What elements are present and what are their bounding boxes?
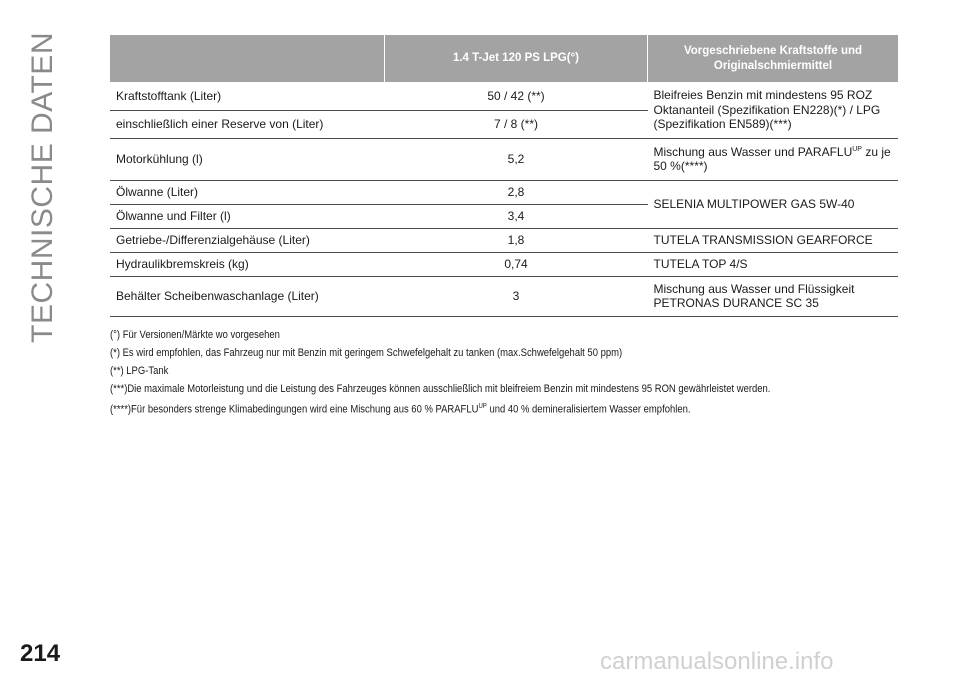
row-label: Ölwanne und Filter (l) — [110, 204, 385, 228]
row-label: Kraftstofftank (Liter) — [110, 82, 385, 110]
row-value: 5,2 — [385, 138, 648, 180]
table-header-row — [110, 35, 898, 82]
row-label: Hydraulikbremskreis (kg) — [110, 252, 385, 276]
row-value: 1,8 — [385, 228, 648, 252]
section-title: TECHNISCHE DATEN — [26, 32, 59, 343]
row-label: einschließlich einer Reserve von (Liter) — [110, 110, 385, 138]
fluid-line: Mischung aus Wasser und Flüssigkeit — [653, 281, 855, 296]
page-number: 214 — [20, 640, 61, 667]
row-fluid: Bleifreies Benzin mit mindestens 95 ROZ Oktananteil (Spezifikation EN228)(*) / LPG (Spezifikation EN589)(***) — [648, 82, 899, 138]
row-fluid: TUTELA TRANSMISSION GEARFORCE — [648, 228, 899, 252]
fluid-superscript: UP — [852, 145, 862, 153]
header-engine: 1.4 T-Jet 120 PS LPG(°) — [385, 35, 648, 82]
footnote-text-end: und 40 % demineralisiertem Wasser empfohlen. — [486, 403, 691, 416]
footnote-text: (****)Für besonders strenge Klimabedingungen wird eine Mischung aus 60 % PARAFLU — [110, 403, 479, 416]
footnote — [110, 398, 789, 419]
fluids-capacity-table — [110, 35, 898, 317]
row-value: 3,4 — [385, 204, 648, 228]
row-value: 3 — [385, 276, 648, 316]
table-row — [110, 228, 898, 252]
table-row — [110, 82, 898, 110]
footnote-superscript: UP — [478, 403, 487, 410]
row-fluid — [648, 138, 899, 180]
row-fluid — [648, 276, 899, 316]
row-label: Getriebe-/Differenzialgehäuse (Liter) — [110, 228, 385, 252]
table-row — [110, 138, 898, 180]
fluid-text-end: zu je 50 %(****) — [653, 144, 891, 173]
footnote: (°) Für Versionen/Märkte wo vorgesehen — [110, 329, 280, 341]
row-value: 7 / 8 (**) — [385, 110, 648, 138]
row-value: 2,8 — [385, 180, 648, 204]
table-row — [110, 276, 898, 316]
footnote: (**) LPG-Tank — [110, 365, 169, 377]
row-label: Ölwanne (Liter) — [110, 180, 385, 204]
row-fluid: TUTELA TOP 4/S — [648, 252, 899, 276]
fluid-text: Mischung aus Wasser und PARAFLU — [653, 144, 853, 159]
header-fluids: Vorgeschriebene Kraftstoffe und Originalschmiermittel — [648, 35, 899, 82]
row-label: Motorkühlung (l) — [110, 138, 385, 180]
row-value: 0,74 — [385, 252, 648, 276]
row-value: 50 / 42 (**) — [385, 82, 648, 110]
footnote: (*) Es wird empfohlen, das Fahrzeug nur mit Benzin mit geringem Schwefelgehalt zu tanken (max.Schwefelgehalt 50 ppm) — [110, 347, 623, 359]
row-fluid: SELENIA MULTIPOWER GAS 5W-40 — [648, 180, 899, 228]
fluid-line: PETRONAS DURANCE SC 35 — [653, 296, 819, 310]
row-label: Behälter Scheibenwaschanlage (Liter) — [110, 276, 385, 316]
watermark: carmanualsonline.info — [600, 648, 834, 675]
footnotes — [110, 326, 789, 419]
table-row — [110, 252, 898, 276]
header-empty — [110, 35, 385, 82]
table-row — [110, 180, 898, 204]
footnote: (***)Die maximale Motorleistung und die Leistung des Fahrzeuges können ausschließlich mit bleifreiem Benzin mit mindestens 95 RON gewährleistet werden. — [110, 383, 771, 395]
